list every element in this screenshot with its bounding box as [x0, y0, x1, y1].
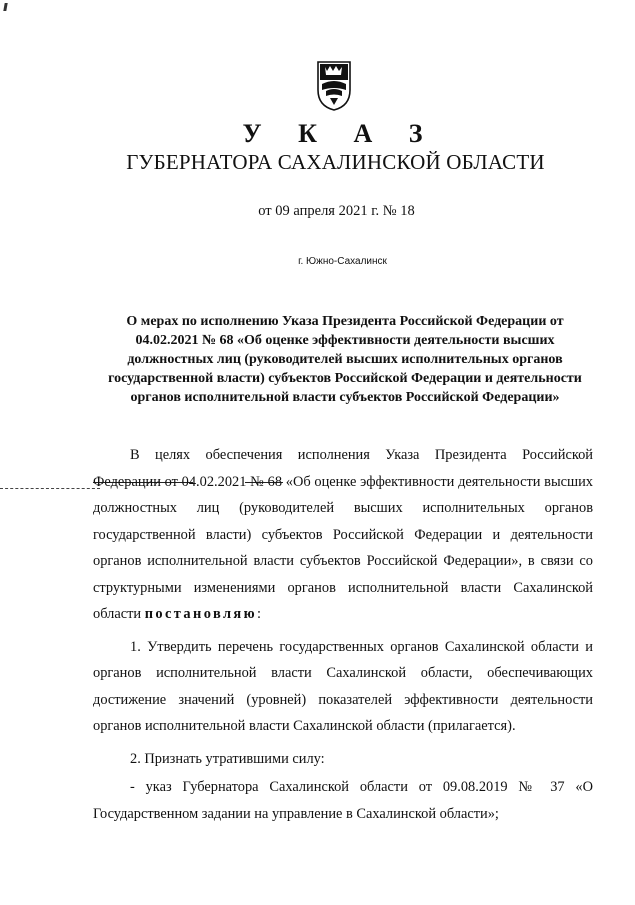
document-title: У К А З	[242, 119, 438, 148]
decree-colon: :	[257, 606, 261, 622]
preamble-paragraph	[93, 442, 593, 628]
document-heading: О мерах по исполнению Указа Президента Российской Федерации от 04.02.2021 № 68 «Об оценке эффективности деятельности высших должностных лиц (руководителей высших исполнительных органов государственной власти) субъектов Российской Федерации и деятельности органов исполнительной власти субъектов Российской Федерации»	[108, 314, 582, 405]
item-2-paragraph: 2. Признать утратившими силу:	[130, 750, 325, 767]
document-subtitle: ГУБЕРНАТОРА САХАЛИНСКОЙ ОБЛАСТИ	[126, 150, 545, 174]
preamble-text: В целях обеспечения исполнения Указа Президента Российской Федерации от 04.02.2021 № 68 «Об оценке эффективности деятельности высших должностных лиц (руководителей высших исполнительных органов государственной власти) субъектов Российской Федерации и деятельности органов исполнительной власти субъектов Российской Федерации», в связи со структурными изменениями органов исполнительной власти Сахалинской области	[93, 447, 593, 622]
document-city: г. Южно-Сахалинск	[298, 256, 387, 267]
item-2-sub-1-paragraph: - указ Губернатора Сахалинской области от 09.08.2019 № 37 «О Государственном задании на управление в Сахалинской области»;	[93, 779, 593, 822]
item-1-paragraph: 1. Утвердить перечень государственных органов Сахалинской области и органов исполнительной власти Сахалинской области, обеспечивающих достижение значений (уровней) показателей эффективности деятельности органов исполнительной власти Сахалинской области (прилагается).	[93, 638, 593, 734]
scan-margin-mark	[0, 488, 100, 489]
coat-of-arms-icon	[316, 60, 352, 112]
document-date-number: от 09 апреля 2021 г. № 18	[258, 203, 415, 219]
decree-word: постановляю	[144, 606, 257, 622]
scan-speck	[3, 3, 7, 11]
document-body	[93, 442, 593, 827]
